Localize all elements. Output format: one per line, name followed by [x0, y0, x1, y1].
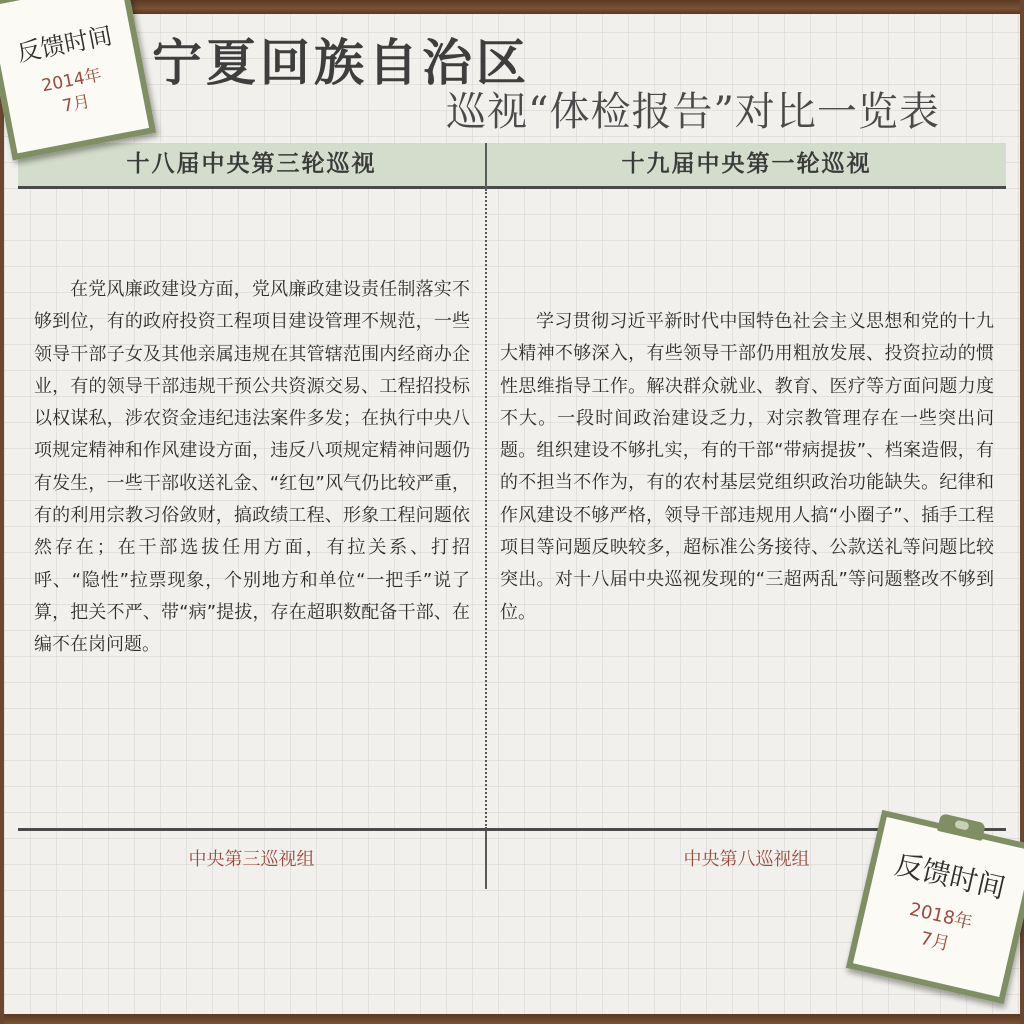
wood-frame-bottom [0, 1014, 1024, 1024]
badge-label: 反馈时间 [891, 847, 1009, 905]
wood-frame-top [0, 0, 1024, 14]
badge-month: 7月 [918, 928, 952, 956]
column-heading-left: 十八届中央第三轮巡视 [126, 151, 377, 177]
badge-year: 2014年 [40, 65, 104, 97]
badge-year: 2018年 [907, 898, 975, 934]
feedback-time-badge-2018 [846, 810, 1024, 1004]
wood-frame-left [0, 0, 4, 1024]
column-divider-dotted [485, 189, 487, 829]
page-subtitle: 巡视“体检报告”对比一览表 [446, 89, 940, 135]
badge-month: 7月 [60, 91, 92, 117]
feedback-time-badge-2014 [0, 0, 156, 160]
badge-label: 反馈时间 [14, 21, 115, 68]
footer-rule [18, 828, 1006, 831]
right-column-footer: 中央第八巡视组 [683, 849, 810, 870]
column-heading-right: 十九届中央第一轮巡视 [621, 151, 872, 177]
left-column-footer: 中央第三巡视组 [188, 849, 315, 870]
left-column-body: 在党风廉政建设方面，党风廉政建设责任制落实不够到位，有的政府投资工程项目建设管理不规范，一些领导干部子女及其他亲属违规在其管辖范围内经商办企业，有的领导干部违规干预公共资源交易、工程招投标以权谋私，涉农资金违纪违法案件多发；在执行中央八项规定精神和作风建设方面，违反八项规定精神问题仍有发生，一些干部收送礼金、“红包”风气仍比较严重，有的利用宗教习俗敛财，搞政绩工程、形象工程问题依然存在；在干部选拔任用方面，有拉关系、打招呼、“隐性”拉票现象，个别地方和单位“一把手”说了算，把关不严、带“病”提拔，存在超职数配备干部、在编不在岗问题。 [34, 279, 470, 656]
right-column-body: 学习贯彻习近平新时代中国特色社会主义思想和党的十九大精神不够深入，有些领导干部仍用粗放发展、投资拉动的惯性思维指导工作。解决群众就业、教育、医疗等方面问题力度不大。一段时间政治建设乏力，对宗教管理存在一些突出问题。组织建设不够扎实，有的干部“带病提拔”、档案造假，有的不担当不作为，有的农村基层党组织政治功能缺失。纪律和作风建设不够严格，领导干部违规用人搞“小圈子”、插手工程项目等问题反映较多，超标准公务接待、公款送礼等问题比较突出。对十八届中央巡视发现的“三超两乱”等问题整改不够到位。 [500, 311, 994, 623]
page-title: 宁夏回族自治区 [152, 34, 530, 92]
column-divider-header [485, 143, 487, 189]
clipboard-clip-icon [937, 813, 986, 841]
